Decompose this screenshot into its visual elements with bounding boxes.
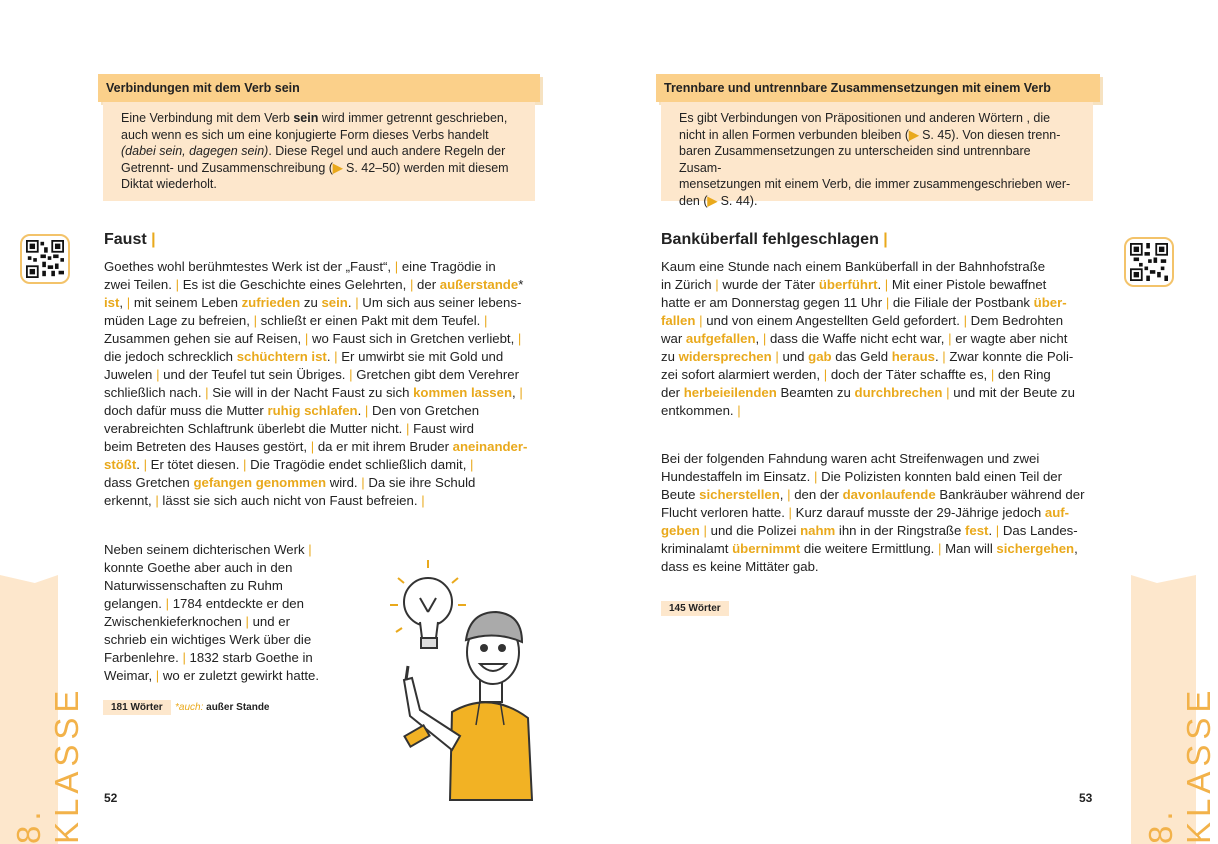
text-line: ist, | mit seinem Leben zufrieden zu sein. | Um sich aus seiner lebens- <box>104 295 522 310</box>
box-line: Eine Verbindung mit dem Verb sein wird immer getrennt geschrieben, <box>121 111 508 125</box>
word-count-badge: 181 Wörter <box>103 700 171 715</box>
text-line: Flucht verloren hatte. | Kurz darauf musste der 29-Jährige jedoch auf- <box>661 505 1070 520</box>
text-line: in Zürich | wurde der Täter überführt. | Mit einer Pistole bewaffnet <box>661 277 1047 292</box>
box-line: baren Zusammensetzungen zu unterscheiden sind untrennbare Zusam- <box>679 144 1031 175</box>
text-line: Hundestaffeln im Einsatz. | Die Polizisten konnten bald einen Teil der <box>661 469 1063 484</box>
footnote-text: außer Stande <box>206 702 270 713</box>
box-line: Getrennt- und Zusammenschreibung (▶ S. 42–50) werden mit diesem <box>121 160 509 175</box>
text-line: schließlich nach. | Sie will in der Nacht Faust zu sich kommen lassen, | <box>104 385 523 400</box>
qr-code-icon[interactable] <box>20 234 70 284</box>
qr-code-graphic <box>26 240 64 278</box>
dictation-title-text: Faust <box>104 231 147 248</box>
text-line: verabreichten Schlaftrunk überlebt die Mutter nicht. | Faust wird <box>104 421 474 436</box>
dictation-text-2 <box>104 541 344 685</box>
text-line: gelangen. | 1784 entdeckte er den <box>104 596 304 611</box>
student-illustration <box>380 550 540 800</box>
text-line: stößt. | Er tötet diesen. | Die Tragödie endet schließlich damit, | <box>104 457 474 472</box>
text-line: entkommen. | <box>661 403 741 418</box>
text-line: geben | und die Polizei nahm ihn in der Ringstraße fest. | Das Landes- <box>661 523 1078 538</box>
text-line: konnte Goethe aber auch in den <box>104 560 293 575</box>
box-line: Es gibt Verbindungen von Präpositionen und anderen Wörtern , die <box>679 111 1051 125</box>
text-line: Zusammen gehen sie auf Reisen, | wo Faust sich in Gretchen verliebt, | <box>104 331 522 346</box>
dictation-text <box>104 258 534 510</box>
text-line: die jedoch schrecklich schüchtern ist. | Er umwirbt sie mit Gold und <box>104 349 504 364</box>
text-line: Beute sicherstellen, | den der davonlaufende Bankräuber während der <box>661 487 1085 502</box>
word-count-badge: 145 Wörter <box>661 601 729 616</box>
dictation-title-right: Banküberfall fehlgeschlagen | <box>661 231 888 248</box>
left-side-label: 8. KLASSE <box>10 685 85 844</box>
right-info-box-body <box>661 102 1093 208</box>
text-line: Bei der folgenden Fahndung waren acht Streifenwagen und zwei <box>661 451 1040 466</box>
lightbulb-icon <box>404 578 452 648</box>
text-line: müden Lage zu befreien, | schließt er einen Pakt mit dem Teufel. | <box>104 313 488 328</box>
footnote-marker: *auch: <box>175 702 204 713</box>
text-line: schrieb ein wichtiges Werk über die <box>104 632 312 647</box>
text-line: zei sofort alarmiert werden, | doch der Täter schaffte es, | den Ring <box>661 367 1051 382</box>
text-line: Naturwissenschaften zu Ruhm <box>104 578 283 593</box>
qr-code-icon[interactable] <box>1124 237 1174 287</box>
text-line: Goethes wohl berühmtestes Werk ist der „Faust“, | eine Tragödie in <box>104 259 496 274</box>
text-line: dass Gretchen gefangen genommen wird. | Da sie ihre Schuld <box>104 475 476 490</box>
box-line: den (▶ S. 44). <box>679 193 758 208</box>
text-line: fallen | und von einem Angestellten Geld gefordert. | Dem Bedrohten <box>661 313 1064 328</box>
text-line: dass es keine Mittäter gab. <box>661 559 819 574</box>
right-side-label: 8. KLASSE <box>1142 685 1217 844</box>
box-line: (dabei sein, dagegen sein). Diese Regel und auch andere Regeln der <box>121 144 506 158</box>
dictation-title-text: Banküberfall fehlgeschlagen <box>661 231 879 248</box>
box-line: Diktat wiederholt. <box>121 177 217 191</box>
page-number-right: 53 <box>1079 791 1093 805</box>
text-line: Juwelen | und der Teufel tut sein Übriges. | Gretchen gibt dem Verehrer <box>104 367 519 382</box>
box-line: mensetzungen mit einem Verb, die immer zusammengeschrieben wer- <box>679 177 1071 191</box>
page-number-left: 52 <box>104 791 118 805</box>
text-line: Zwischenkieferknochen | und er <box>104 614 290 629</box>
text-line: hatte er am Donnerstag gegen 11 Uhr | die Filiale der Postbank über- <box>661 295 1067 310</box>
text-line: der herbeieilenden Beamten zu durchbrechen | und mit der Beute zu <box>661 385 1075 400</box>
text-line: kriminalamt übernimmt die weitere Ermittlung. | Man will sichergehen, <box>661 541 1078 556</box>
text-line: Farbenlehre. | 1832 starb Goethe in <box>104 650 313 665</box>
text-line: beim Betreten des Hauses gestört, | da er mit ihrem Bruder aneinander- <box>104 439 528 454</box>
text-line: erkennt, | lässt sie sich auch nicht von Faust befreien. | <box>104 493 425 508</box>
box-line: auch wenn es sich um eine konjugierte Form dieses Verbs handelt <box>121 127 489 142</box>
text-line: Neben seinem dichterischen Werk | <box>104 542 312 557</box>
dictation-text-right <box>661 258 1101 420</box>
text-line: zwei Teilen. | Es ist die Geschichte eines Gelehrten, | der außerstande* <box>104 277 524 292</box>
left-info-box-title: Verbindungen mit dem Verb sein <box>98 74 540 102</box>
text-line: war aufgefallen, | dass die Waffe nicht echt war, | er wagte aber nicht <box>661 331 1068 346</box>
left-info-box-body <box>103 102 535 201</box>
qr-code-graphic <box>1130 243 1168 281</box>
text-line: Weimar, | wo er zuletzt gewirkt hatte. <box>104 668 320 683</box>
text-line: Kaum eine Stunde nach einem Banküberfall in der Bahnhofstraße <box>661 259 1046 274</box>
dictation-title: Faust | <box>104 231 156 248</box>
text-line: zu widersprechen | und gab das Geld heraus. | Zwar konnte die Poli- <box>661 349 1074 364</box>
box-line: nicht in allen Formen verbunden bleiben (▶ S. 45). Von diesen trenn- <box>679 127 1061 142</box>
text-line: doch dafür muss die Mutter ruhig schlafen. | Den von Gretchen <box>104 403 480 418</box>
right-info-box-title: Trennbare und untrennbare Zusammensetzungen mit einem Verb <box>656 74 1100 102</box>
dictation-text-right-2 <box>661 450 1101 576</box>
footnote <box>175 702 270 713</box>
